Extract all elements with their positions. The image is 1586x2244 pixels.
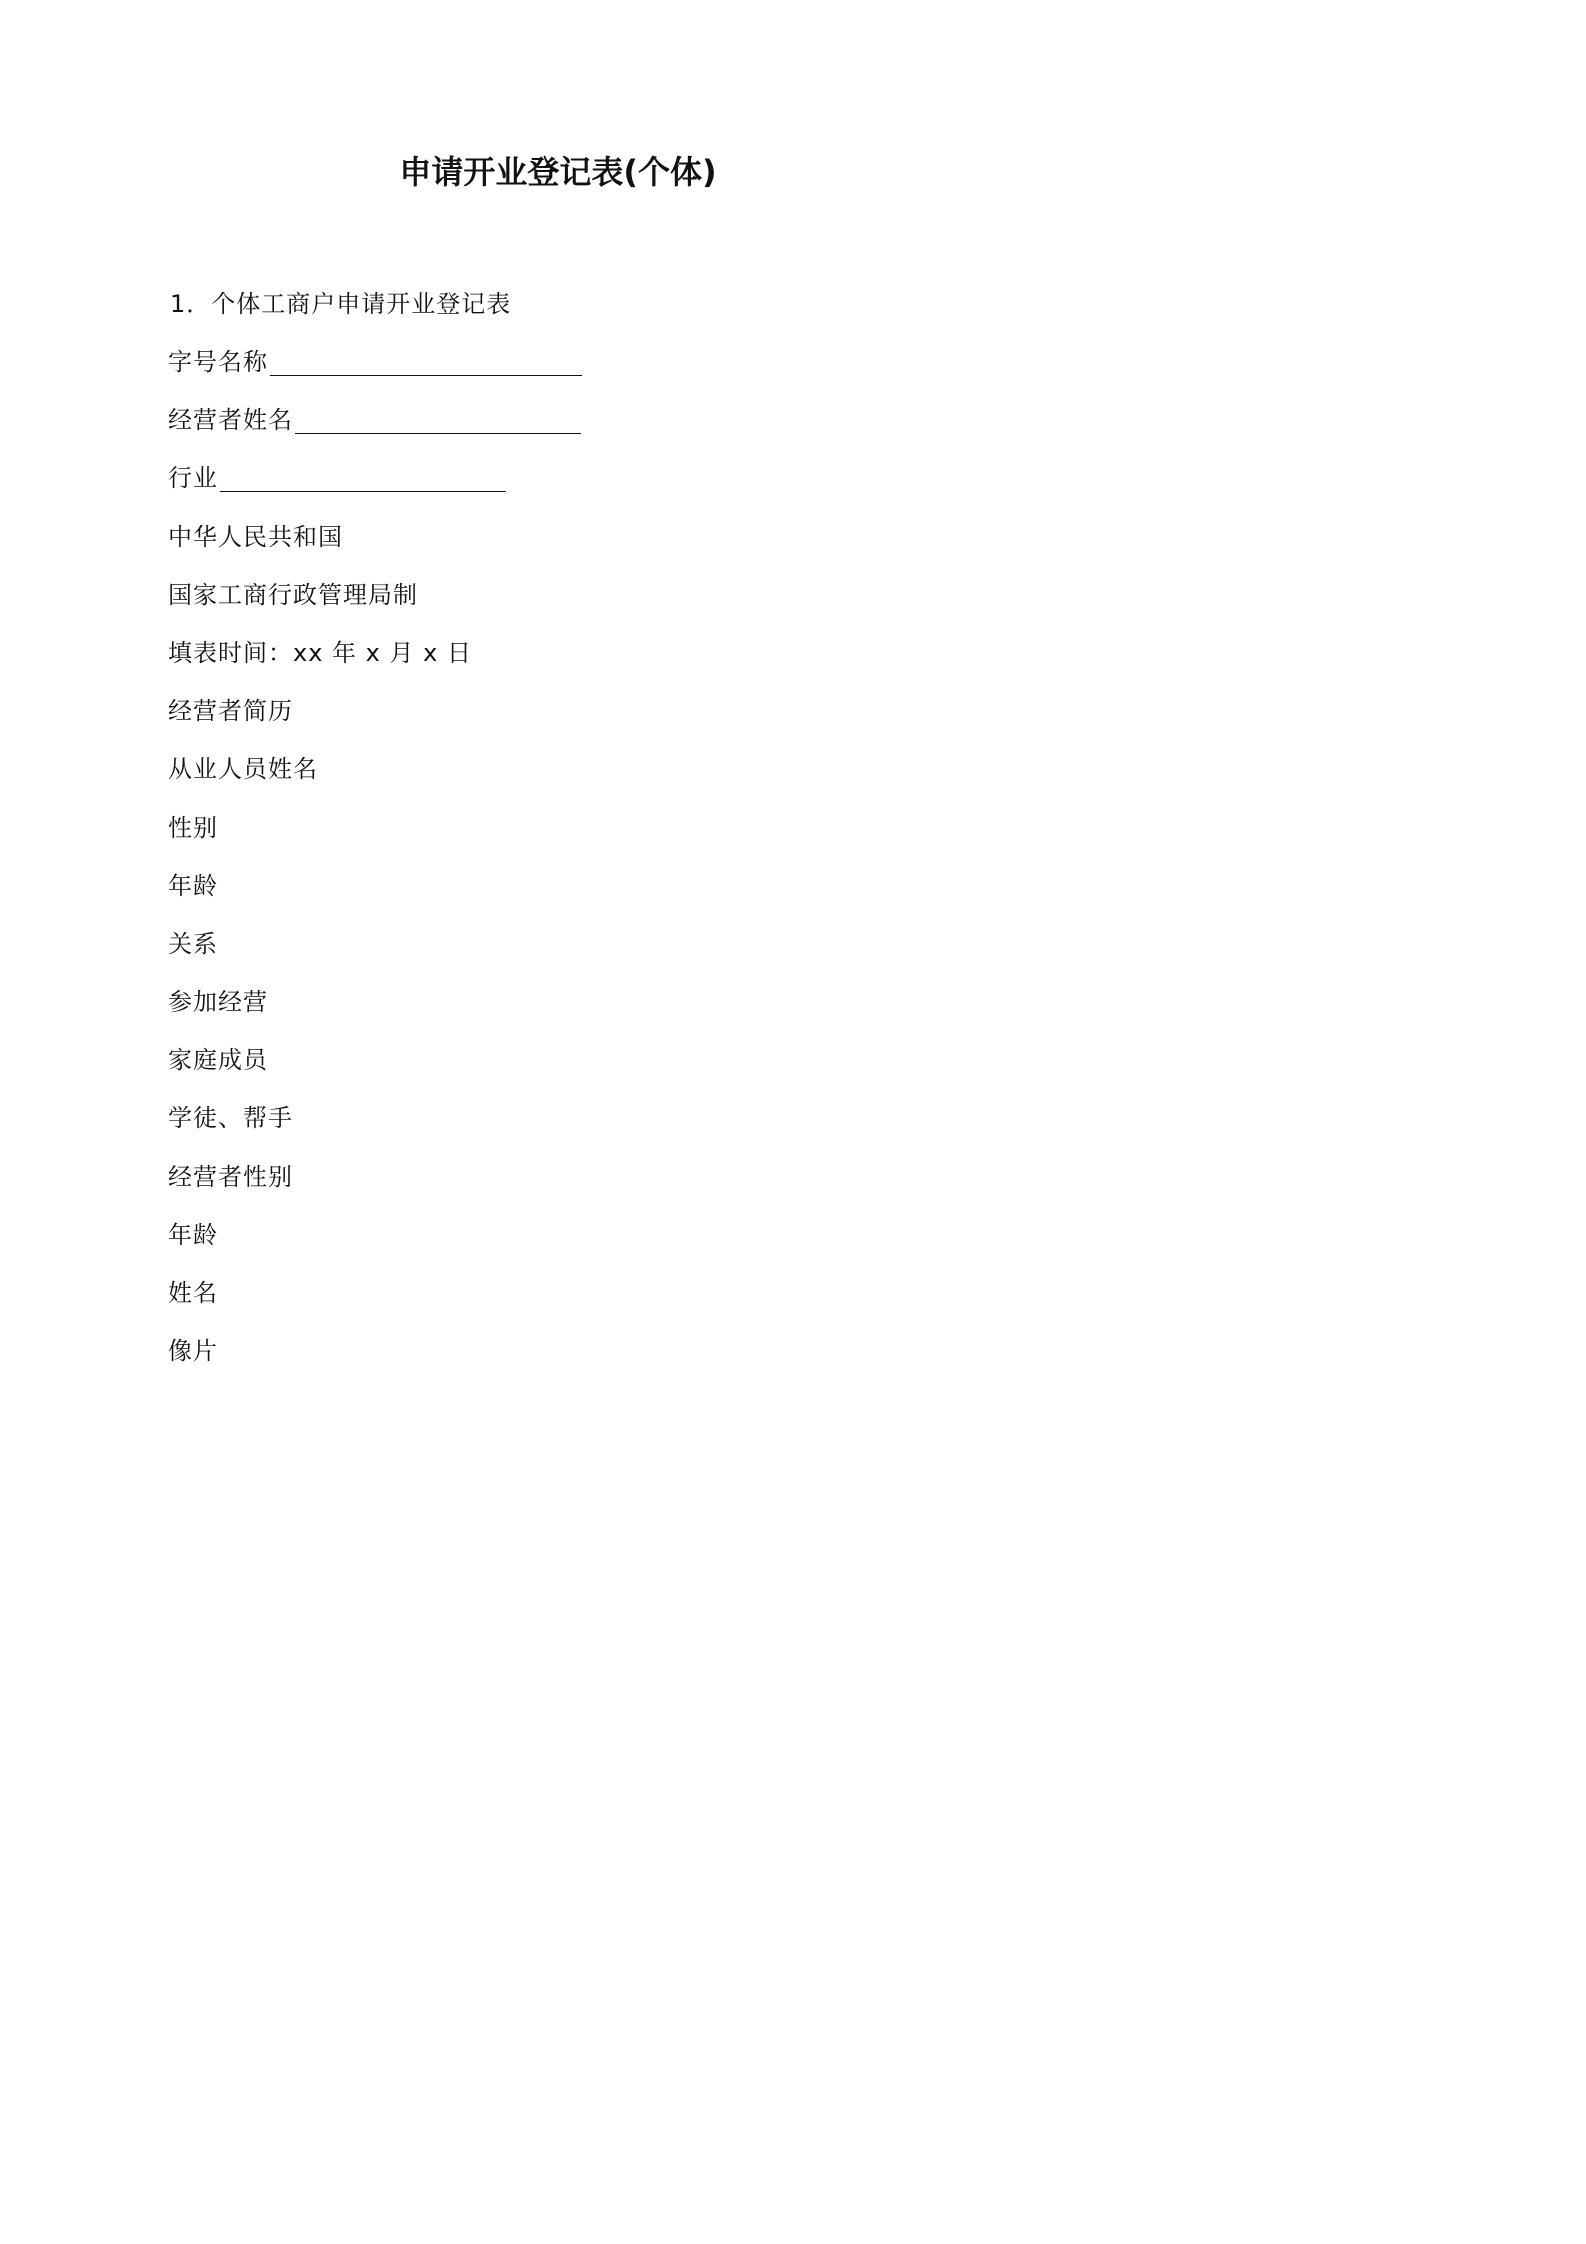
issuer-bureau: 国家工商行政管理局制	[168, 580, 418, 609]
list-item: 年龄	[168, 871, 218, 900]
document-page	[0, 0, 1116, 1579]
list-item: 关系	[168, 929, 218, 958]
list-item: 从业人员姓名	[168, 755, 318, 784]
list-item: 经营者性别	[168, 1162, 293, 1191]
operator-name-blank[interactable]	[295, 403, 581, 434]
list-item: 参加经营	[168, 988, 268, 1017]
industry-label: 行业	[168, 464, 218, 493]
shop-name-label: 字号名称	[168, 348, 268, 376]
shop-name-row	[168, 345, 968, 403]
shop-name-blank[interactable]	[270, 345, 582, 376]
list-item: 像片	[168, 1337, 218, 1366]
operator-name-row	[168, 403, 968, 461]
issuer-country: 中华人民共和国	[168, 522, 343, 551]
section-heading: 1．个体工商户申请开业登记表	[170, 290, 512, 318]
list-item: 经营者简历	[168, 697, 293, 726]
industry-blank[interactable]	[220, 461, 506, 492]
list-item: 学徒、帮手	[168, 1104, 293, 1133]
list-item: 姓名	[168, 1279, 218, 1307]
operator-name-label: 经营者姓名	[168, 406, 293, 435]
document-title: 申请开业登记表(个体)	[399, 153, 717, 191]
fill-date: 填表时间：xx 年 x 月 x 日	[168, 638, 472, 667]
industry-row	[168, 461, 968, 519]
form-body	[168, 345, 968, 1392]
list-item: 家庭成员	[168, 1046, 268, 1075]
list-item: 年龄	[168, 1220, 218, 1249]
list-item: 性别	[168, 813, 218, 842]
